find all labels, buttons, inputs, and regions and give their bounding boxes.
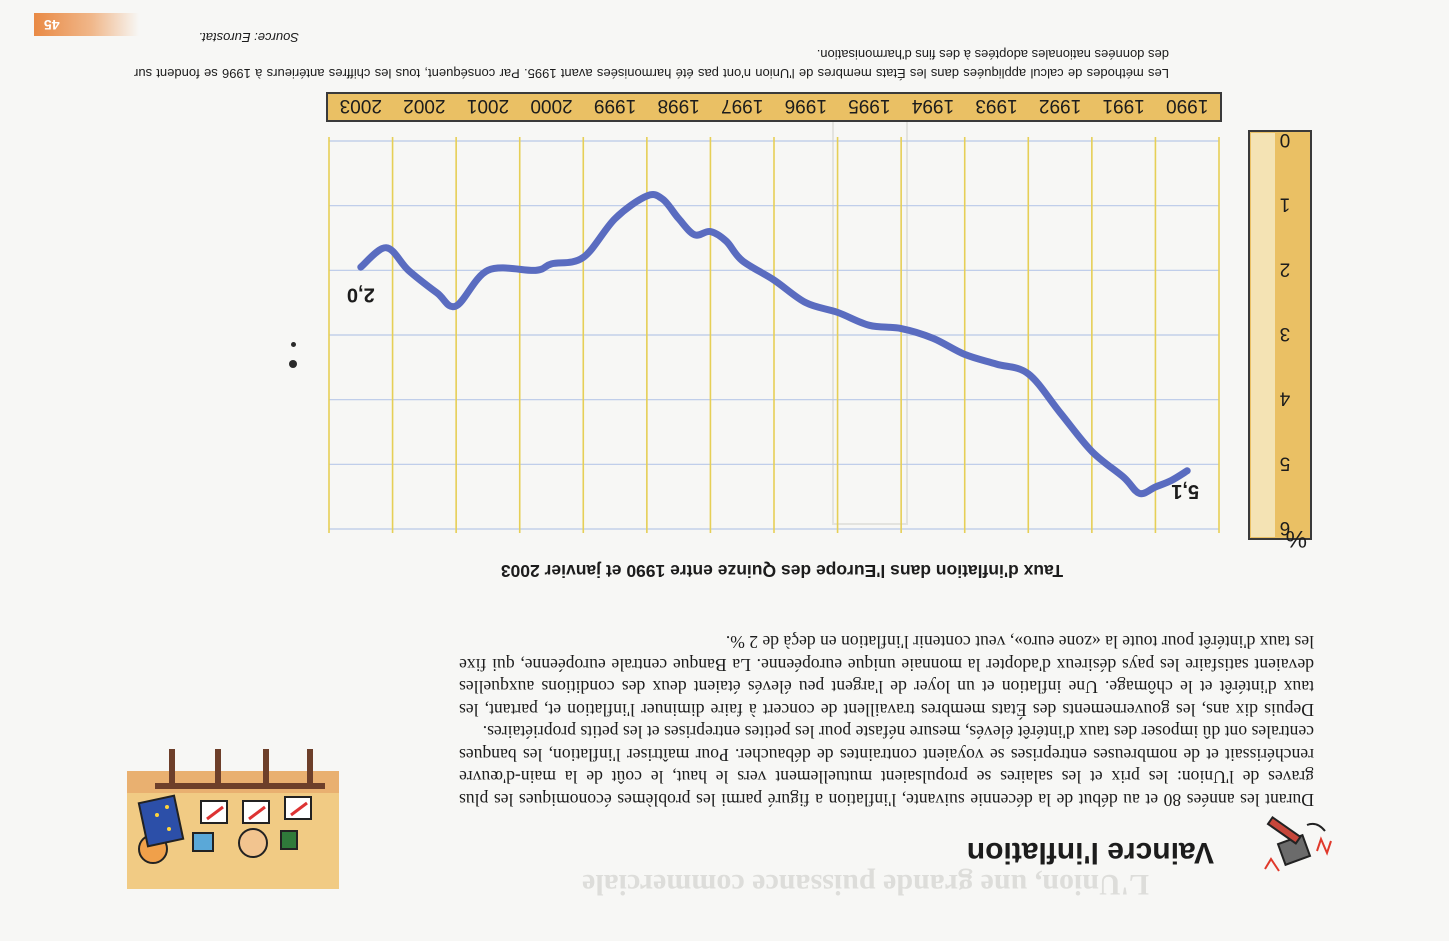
- y-tick-label: 2: [1279, 258, 1291, 280]
- x-axis-band: [327, 93, 1221, 121]
- hammer-icon: [1237, 813, 1337, 883]
- inflation-cartoon-illustration: [127, 739, 339, 889]
- y-axis-label: %: [1285, 525, 1307, 552]
- x-tick-label: 2002: [403, 95, 446, 116]
- paragraph-1: Durant les années 80 et au début de la décennie suivante, l'inflation a figuré parmi les problèmes économiques les plus graves de l'Union: les prix et les salaires se propulsaient mutuellement vers le haut, le coût de la main-d'œuvre renchérissait et de nombreuses entreprises se voyaient contraintes de débaucher. Pour maîtriser l'inflation, les banques centrales ont dû imposer des taux d'intérêt élevés, mesure néfaste pour les petites entreprises et les petits propriétaires.: [459, 722, 1314, 810]
- x-tick-label: 1999: [593, 95, 637, 116]
- y-tick-label: 3: [1279, 323, 1291, 344]
- data-label: 5,1: [1171, 479, 1200, 502]
- chart-title: Taux d'inflation dans l'Europe des Quinze entre 1990 et janvier 2003: [500, 561, 1064, 581]
- print-speck: [291, 342, 296, 347]
- x-tick-label: 1994: [911, 95, 955, 116]
- y-tick-label: 0: [1279, 129, 1291, 150]
- chart-footnote: Les méthodes de calcul appliquées dans les États membres de l'Union n'ont pas été harmonisées avant 1995. Par conséquent, tous les chiffres antérieurs à 1996 se fondent sur des données nationales adoptées à des fins d'harmonisation.: [134, 47, 1169, 81]
- annotations: [347, 283, 1199, 501]
- print-speck: [289, 360, 297, 368]
- section-title: Vaincre l'inflation: [966, 836, 1214, 869]
- x-tick-label: 2000: [530, 95, 573, 116]
- x-tick-label: 1996: [784, 95, 827, 116]
- x-tick-label: 1998: [657, 95, 700, 116]
- y-tick-label: 5: [1279, 452, 1291, 474]
- x-tick-label: 1992: [1038, 95, 1082, 116]
- x-tick-label: 2003: [339, 95, 382, 116]
- data-label: 2,0: [346, 283, 375, 306]
- page-number: 45: [34, 13, 139, 36]
- x-tick-label: 1990: [1166, 95, 1209, 116]
- source-credit: Source: Eurostat.: [198, 30, 299, 45]
- x-tick-label: 2001: [466, 95, 510, 116]
- show-through-title: L'Union, une grande puissance commerciale: [582, 868, 1149, 901]
- x-tick-label: 1993: [975, 95, 1018, 116]
- x-tick-label: 1997: [721, 95, 764, 116]
- y-tick-label: 4: [1279, 387, 1291, 409]
- y-tick-label: 6: [1279, 517, 1291, 538]
- y-axis-band-highlight: [1251, 133, 1275, 537]
- x-tick-label: 1995: [848, 95, 891, 116]
- x-tick-label: 1991: [1102, 95, 1145, 116]
- inflation-line-chart: [274, 78, 1319, 553]
- paragraph-2: Depuis dix ans, les gouvernements des États membres travaillent de concert à faire diminuer l'inflation et, partant, les taux d'intérêt et le chômage. Une inflation et un loyer de l'argent peu élevés étaient deux des conditions auxquelles devaient satisfaire les pays désireux d'adopter la monnaie unique européenne. La Banque centrale européenne, qui fixe les taux d'intérêt pour toute la «zone euro», veut contenir l'inflation en deçà de 2 %.: [459, 632, 1314, 720]
- x-axis-band-fill: [327, 93, 1221, 121]
- article-body: [459, 631, 1314, 811]
- y-tick-label: 1: [1279, 193, 1291, 215]
